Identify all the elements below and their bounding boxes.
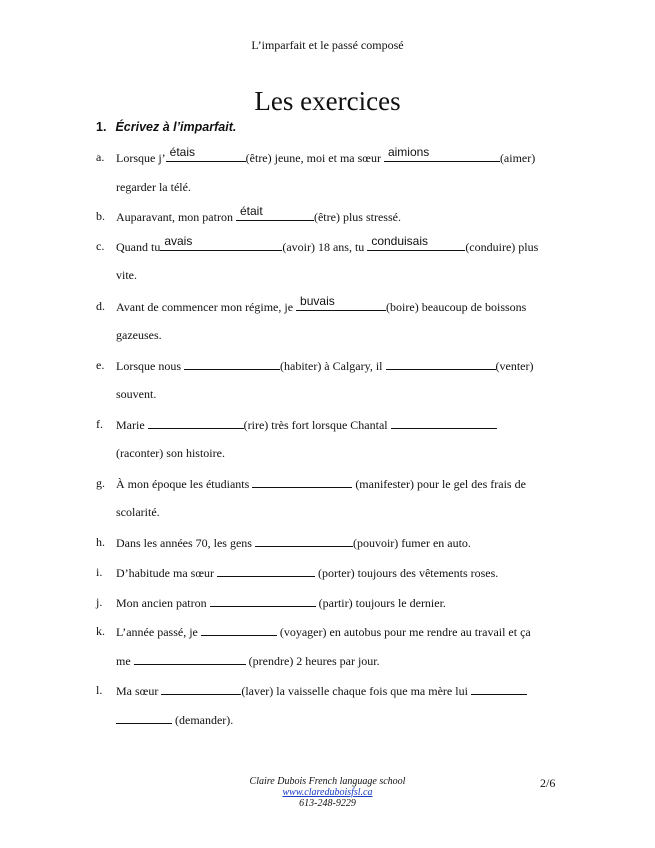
item-text-continued: gazeuses.	[116, 328, 162, 342]
item-text: D’habitude ma sœur	[116, 566, 217, 580]
item-text: Ma sœur	[116, 684, 162, 698]
item-text: Mon ancien patron	[116, 596, 210, 610]
answer-blank[interactable]	[201, 624, 277, 636]
answer-text: étais	[169, 145, 196, 159]
item-text: Dans les années 70, les gens	[116, 536, 255, 550]
item-letter-i: i.	[96, 565, 103, 579]
item-text: Lorsque j’	[116, 151, 166, 165]
item-text-continued: scolarité.	[116, 505, 160, 519]
exercise-item-l-continued	[116, 712, 233, 728]
item-letter-l: l.	[96, 683, 103, 697]
item-letter-d: d.	[96, 299, 105, 313]
page-title: Les exercices	[254, 86, 401, 116]
section-title: Écrivez à l’imparfait.	[115, 120, 237, 134]
item-text: Lorsque nous	[116, 359, 184, 373]
item-text: (être) plus stressé.	[313, 210, 401, 224]
item-text: (demander).	[172, 713, 234, 727]
item-text: me	[116, 654, 134, 668]
item-text: Quand tu	[116, 240, 161, 254]
exercise-item-e	[116, 358, 534, 374]
running-header: L’imparfait et le passé composé	[251, 38, 404, 52]
exercise-item-d	[116, 294, 527, 315]
item-text: (boire) beaucoup de boissons	[386, 300, 527, 314]
exercise-item-k-continued	[116, 653, 380, 669]
exercise-item-k	[116, 624, 531, 640]
exercise-item-g	[116, 476, 526, 492]
answer-blank[interactable]	[116, 712, 172, 724]
answer-blank[interactable]	[384, 145, 500, 162]
item-text: Auparavant, mon patron	[116, 210, 236, 224]
answer-blank[interactable]	[134, 653, 246, 665]
exercise-item-h	[116, 535, 471, 551]
item-letter-j: j.	[96, 595, 103, 609]
exercise-item-j	[116, 595, 446, 611]
item-letter-g: g.	[96, 476, 105, 490]
page-number: 2/6	[540, 776, 556, 790]
section-number: 1.	[96, 120, 107, 134]
exercise-item-a	[116, 145, 536, 166]
item-text-continued: (raconter) son histoire.	[116, 446, 225, 460]
answer-blank[interactable]	[296, 294, 386, 311]
item-text: (partir) toujours le dernier.	[315, 596, 446, 610]
answer-text: buvais	[300, 294, 335, 308]
item-letter-b: b.	[96, 209, 105, 223]
item-text: (rire) très fort lorsque Chantal	[243, 418, 391, 432]
item-letter-k: k.	[96, 624, 105, 638]
answer-blank[interactable]	[255, 535, 353, 547]
exercise-item-f	[116, 417, 497, 433]
exercise-item-b	[116, 204, 401, 225]
school-name: Claire Dubois French language school	[249, 776, 406, 787]
item-letter-f: f.	[96, 417, 103, 431]
answer-blank[interactable]	[184, 358, 280, 370]
item-text: Avant de commencer mon régime, je	[116, 300, 297, 314]
answer-blank[interactable]	[210, 595, 316, 607]
answer-blank[interactable]	[217, 565, 315, 577]
item-text: (pouvoir) fumer en auto.	[352, 536, 471, 550]
answer-blank[interactable]	[148, 417, 244, 429]
item-letter-e: e.	[96, 358, 105, 372]
answer-blank[interactable]	[367, 234, 465, 251]
item-text: (conduire) plus	[465, 240, 539, 254]
item-text: (venter)	[495, 359, 534, 373]
answer-blank[interactable]	[166, 145, 246, 162]
answer-text: était	[239, 204, 263, 218]
item-text-continued: souvent.	[116, 387, 157, 401]
answer-text: avais	[164, 234, 193, 248]
item-text: (voyager) en autobus pour me rendre au travail et ça	[276, 625, 531, 639]
item-text: Marie	[116, 418, 148, 432]
exercise-item-c	[116, 234, 539, 255]
page-footer	[0, 776, 655, 809]
answer-blank[interactable]	[471, 683, 527, 695]
exercise-item-l	[116, 683, 527, 699]
website-link[interactable]: www.clareduboisfsl.ca	[282, 787, 373, 798]
section-heading	[96, 120, 236, 134]
answer-blank[interactable]	[236, 204, 314, 221]
item-text: (prendre) 2 heures par jour.	[245, 654, 380, 668]
item-letter-c: c.	[96, 239, 105, 253]
item-text: (manifester) pour le gel des frais de	[352, 477, 526, 491]
answer-blank[interactable]	[252, 476, 352, 488]
item-text-continued: regarder la télé.	[116, 180, 191, 194]
answer-blank[interactable]	[386, 358, 496, 370]
answer-text: aimions	[387, 145, 430, 159]
answer-text: conduisais	[371, 234, 429, 248]
exercise-item-i	[116, 565, 498, 581]
answer-blank[interactable]	[391, 417, 497, 429]
item-text: (être) jeune, moi et ma sœur	[245, 151, 384, 165]
item-text: L’année passé, je	[116, 625, 201, 639]
answer-blank[interactable]	[161, 683, 241, 695]
item-text: À mon époque les étudiants	[116, 477, 253, 491]
item-text-continued: vite.	[116, 268, 137, 282]
phone-number: 613-248-9229	[299, 798, 356, 809]
item-text: (avoir) 18 ans, tu	[282, 240, 368, 254]
item-text: (aimer)	[499, 151, 536, 165]
item-text: (laver) la vaisselle chaque fois que ma mère lui	[241, 684, 471, 698]
item-text: (porter) toujours des vêtements roses.	[314, 566, 499, 580]
item-text: (habiter) à Calgary, il	[280, 359, 386, 373]
answer-blank[interactable]	[160, 234, 282, 251]
item-letter-a: a.	[96, 150, 105, 164]
item-letter-h: h.	[96, 535, 105, 549]
